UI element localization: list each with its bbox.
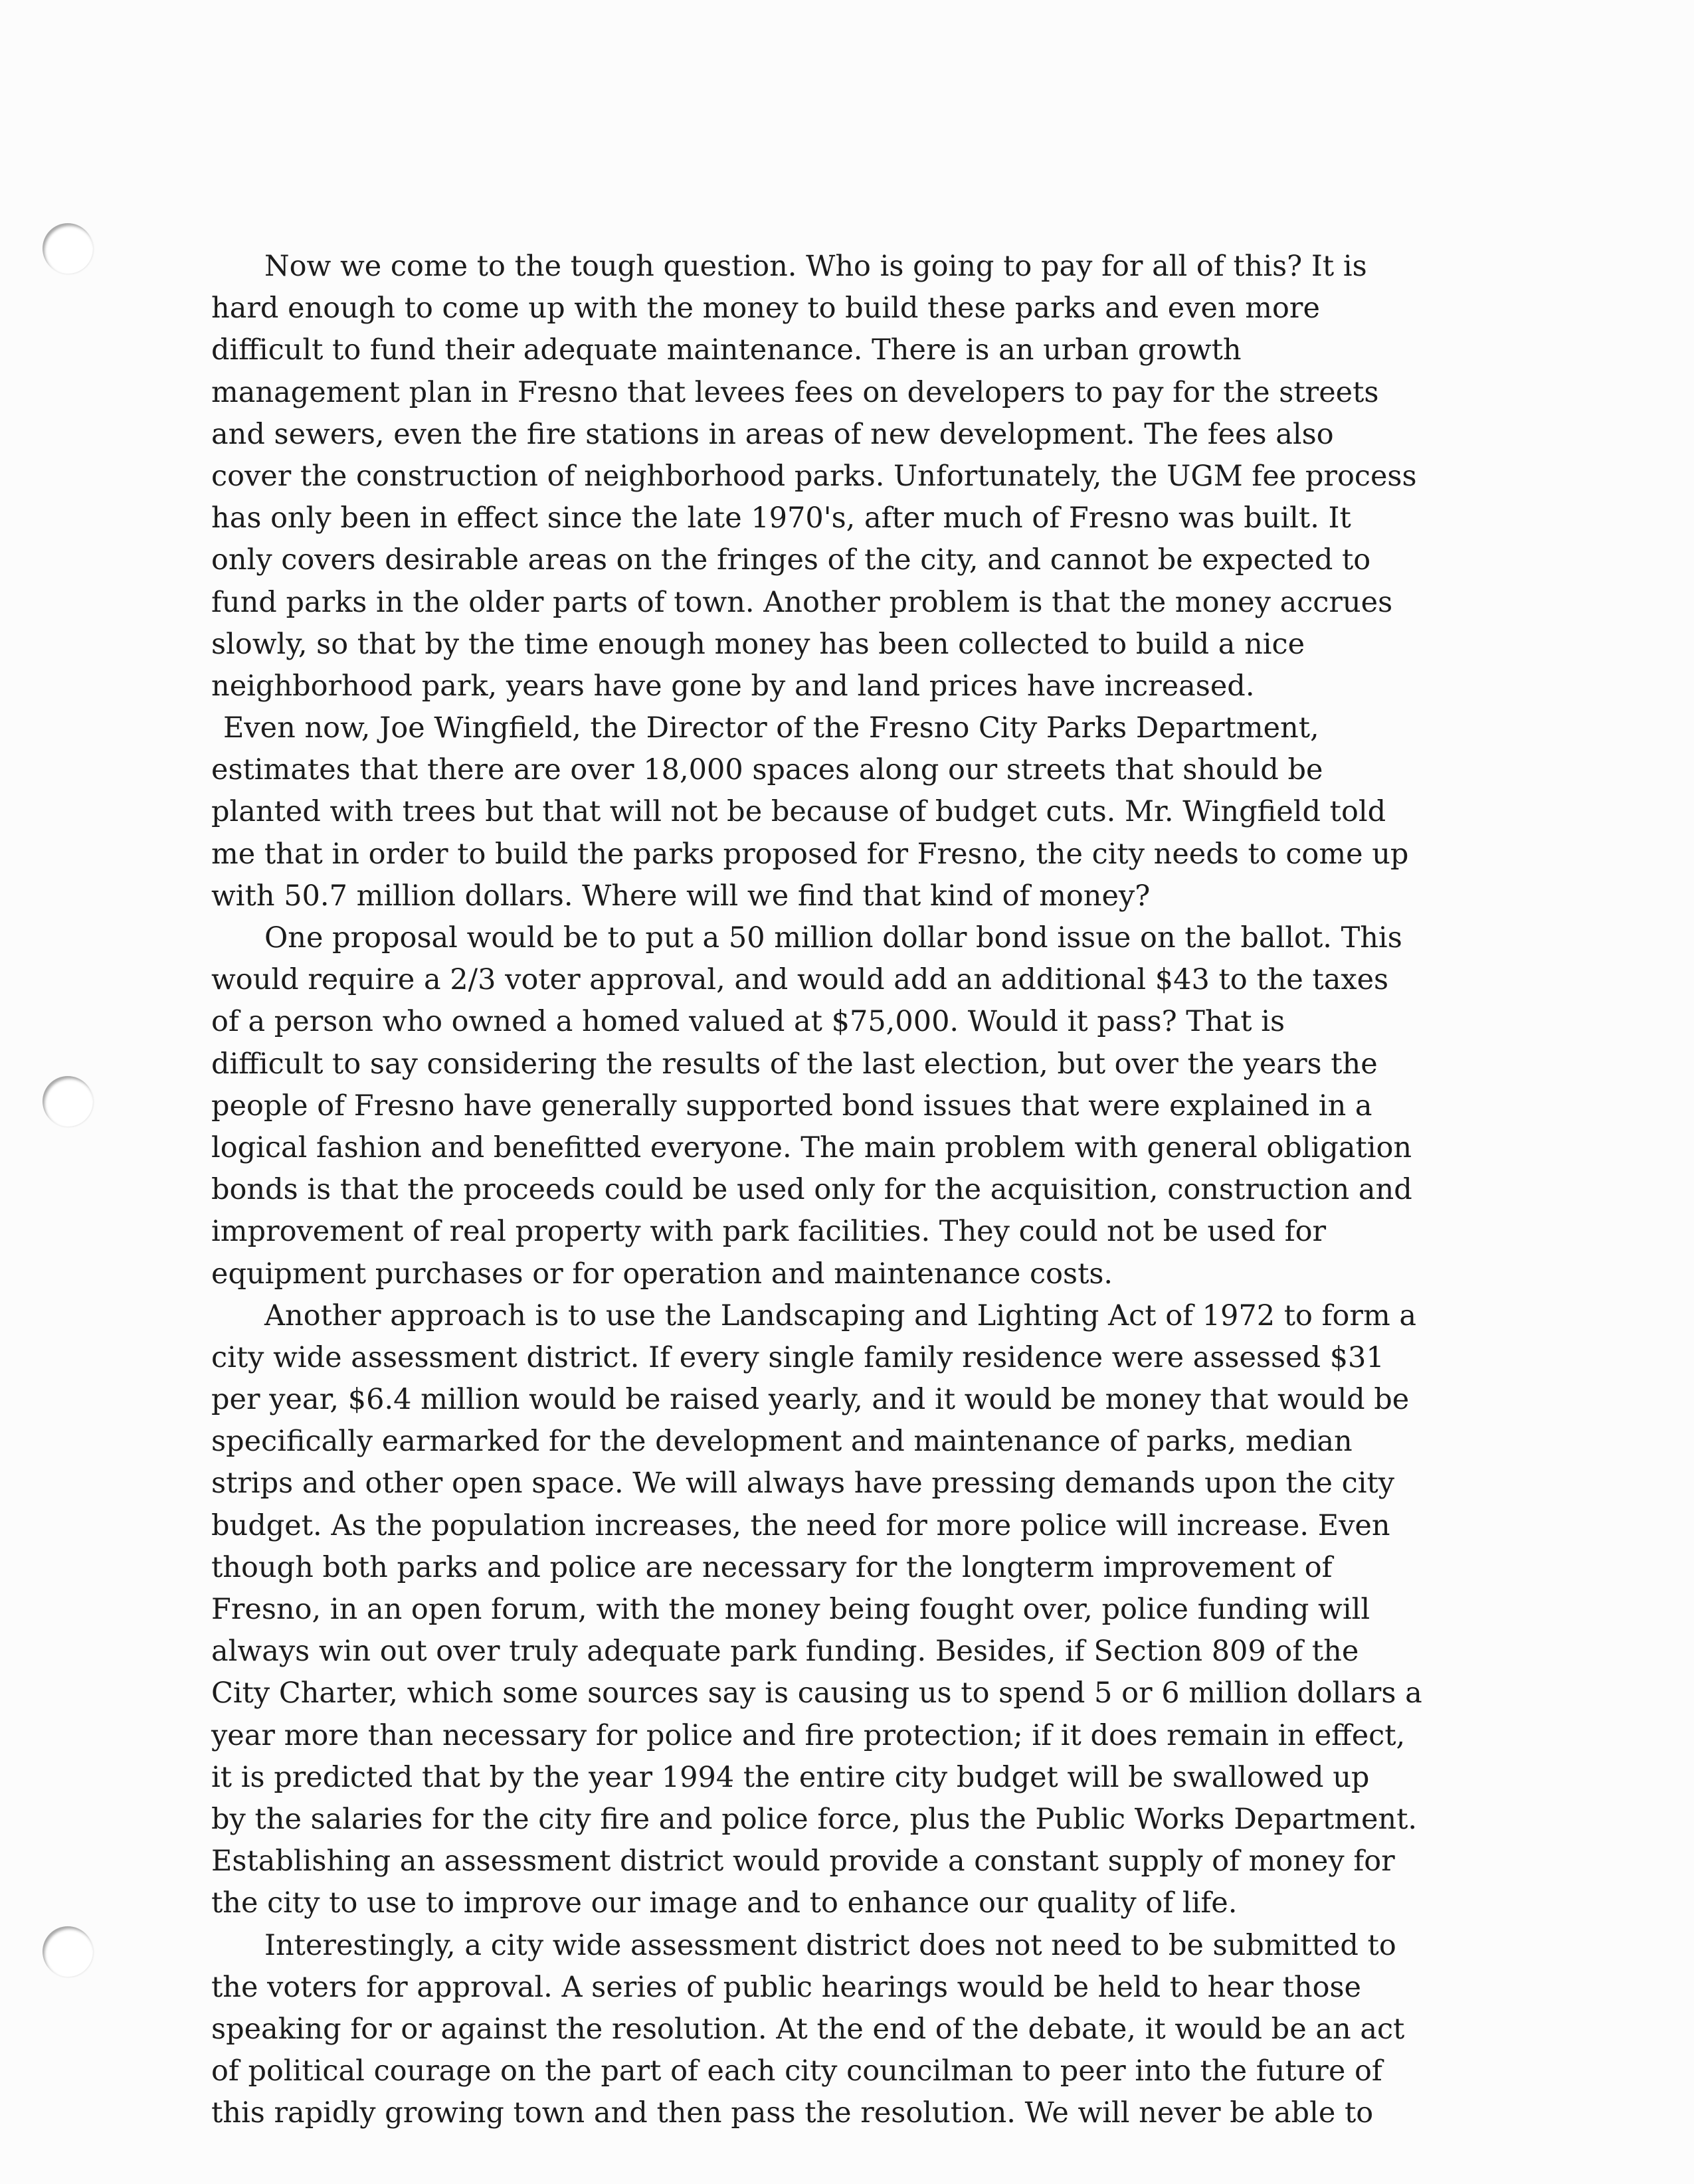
- text-line: difficult to say considering the results of the last election, but over the years the: [211, 1047, 1378, 1081]
- text-line: logical fashion and benefitted everyone. The main problem with general obligation: [211, 1131, 1412, 1164]
- text-line: has only been in effect since the late 1970's, after much of Fresno was built. It: [211, 501, 1351, 535]
- text-line: Establishing an assessment district would provide a constant supply of money for: [211, 1845, 1395, 1878]
- text-line: hard enough to come up with the money to build these parks and even more: [211, 292, 1320, 325]
- text-line: and sewers, even the fire stations in areas of new development. The fees also: [211, 417, 1334, 451]
- text-line: only covers desirable areas on the fringes of the city, and cannot be expected to: [211, 543, 1371, 577]
- text-line: me that in order to build the parks proposed for Fresno, the city needs to come up: [211, 837, 1409, 871]
- text-line: management plan in Fresno that levees fees on developers to pay for the streets: [211, 375, 1379, 409]
- text-line: with 50.7 million dollars. Where will we find that kind of money?: [211, 879, 1151, 913]
- text-line: the voters for approval. A series of public hearings would be held to hear those: [211, 1970, 1361, 2004]
- body-text: [211, 246, 1513, 2134]
- text-line: this rapidly growing town and then pass the resolution. We will never be able to: [211, 2096, 1374, 2130]
- text-line: Another approach is to use the Landscaping and Lighting Act of 1972 to form a: [264, 1299, 1417, 1332]
- text-line: One proposal would be to put a 50 million dollar bond issue on the ballot. This: [264, 921, 1402, 955]
- text-line: Interestingly, a city wide assessment district does not need to be submitted to: [264, 1928, 1396, 1962]
- text-line: budget. As the population increases, the need for more police will increase. Even: [211, 1508, 1390, 1542]
- text-line: Even now, Joe Wingfield, the Director of the Fresno City Parks Department,: [223, 711, 1319, 745]
- text-line: equipment purchases or for operation and maintenance costs.: [211, 1257, 1113, 1291]
- text-line: Now we come to the tough question. Who is going to pay for all of this? It is: [264, 250, 1367, 283]
- text-line: City Charter, which some sources say is causing us to spend 5 or 6 million dollars a: [211, 1677, 1422, 1710]
- text-line: though both parks and police are necessary for the longterm improvement of: [211, 1550, 1333, 1584]
- text-line: would require a 2/3 voter approval, and would add an additional $43 to the taxes: [211, 963, 1389, 997]
- text-line: the city to use to improve our image and to enhance our quality of life.: [211, 1886, 1238, 1920]
- text-line: difficult to fund their adequate maintenance. There is an urban growth: [211, 333, 1242, 367]
- text-line: always win out over truly adequate park funding. Besides, if Section 809 of the: [211, 1635, 1359, 1669]
- punch-hole-top: [43, 223, 93, 274]
- text-line: cover the construction of neighborhood parks. Unfortunately, the UGM fee process: [211, 459, 1417, 493]
- text-line: strips and other open space. We will always have pressing demands upon the city: [211, 1467, 1395, 1501]
- text-line: improvement of real property with park facilities. They could not be used for: [211, 1215, 1327, 1249]
- text-line: fund parks in the older parts of town. Another problem is that the money accrues: [211, 585, 1393, 619]
- text-line: by the salaries for the city fire and police force, plus the Public Works Department.: [211, 1802, 1418, 1836]
- text-line: Fresno, in an open forum, with the money being fought over, police funding will: [211, 1593, 1370, 1626]
- text-line: people of Fresno have generally supported bond issues that were explained in a: [211, 1089, 1372, 1123]
- text-line: bonds is that the proceeds could be used only for the acquisition, construction and: [211, 1173, 1412, 1207]
- text-line: specifically earmarked for the development and maintenance of parks, median: [211, 1425, 1353, 1459]
- text-line: of political courage on the part of each city councilman to peer into the future of: [211, 2054, 1382, 2088]
- text-line: estimates that there are over 18,000 spaces along our streets that should be: [211, 753, 1323, 787]
- text-line: neighborhood park, years have gone by and land prices have increased.: [211, 669, 1255, 703]
- text-line: per year, $6.4 million would be raised yearly, and it would be money that would be: [211, 1383, 1410, 1417]
- text-line: year more than necessary for police and fire protection; if it does remain in effect,: [211, 1718, 1406, 1752]
- text-line: city wide assessment district. If every single family residence were assessed $31: [211, 1340, 1384, 1374]
- text-line: speaking for or against the resolution. At the end of the debate, it would be an act: [211, 2012, 1405, 2046]
- text-line: it is predicted that by the year 1994 the entire city budget will be swallowed up: [211, 1760, 1370, 1794]
- text-line: of a person who owned a homed valued at $75,000. Would it pass? That is: [211, 1005, 1285, 1039]
- text-line: planted with trees but that will not be because of budget cuts. Mr. Wingfield told: [211, 795, 1386, 829]
- punch-hole-bottom: [43, 1926, 93, 1977]
- punch-hole-middle: [43, 1076, 93, 1127]
- text-line: slowly, so that by the time enough money has been collected to build a nice: [211, 627, 1305, 661]
